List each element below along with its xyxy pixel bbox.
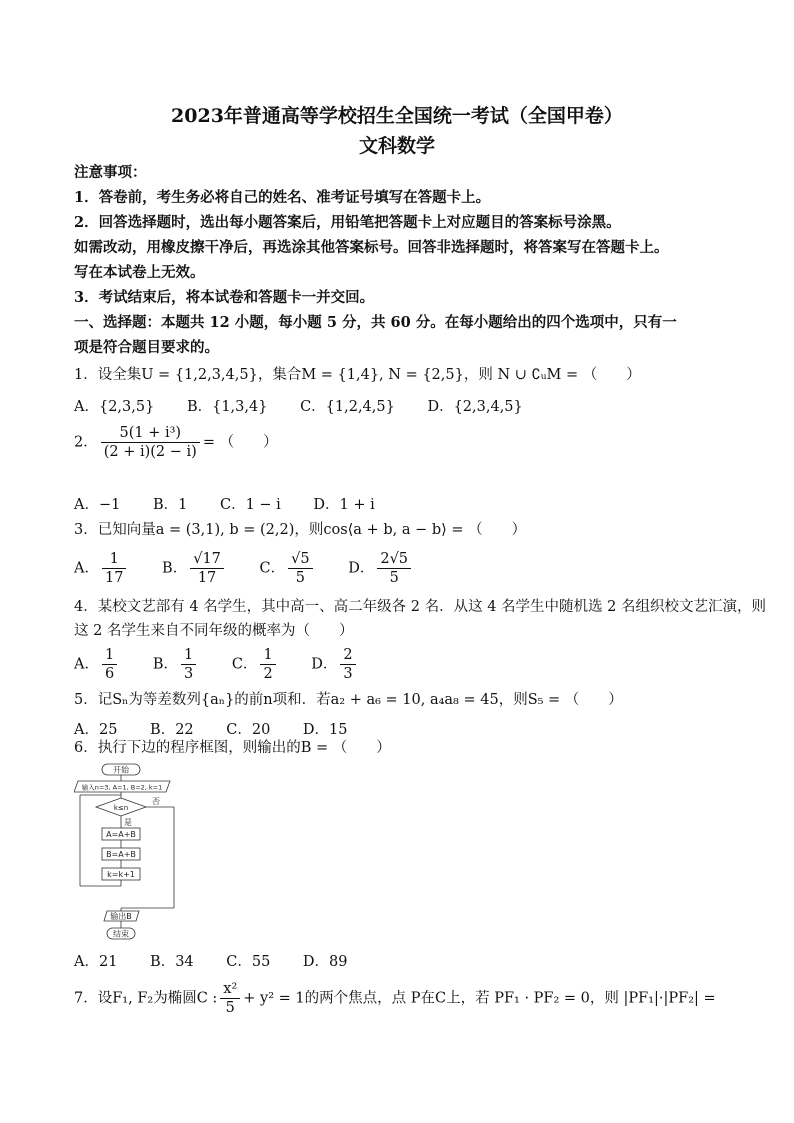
option-a: A．25	[74, 722, 118, 738]
option-denominator: 17	[104, 570, 124, 586]
q1-options	[74, 395, 551, 416]
flow-no-label: 否	[152, 797, 160, 806]
q6-stem: 6．执行下边的程序框图，则输出的B = （ ）	[74, 740, 391, 756]
flow-yes-label: 是	[124, 818, 132, 827]
option-label: B．	[152, 656, 178, 673]
option-fraction	[288, 550, 312, 587]
option-fraction	[260, 646, 275, 683]
q7-denominator: 5	[225, 1000, 235, 1016]
q3-options	[74, 550, 442, 587]
flow-end-text: 结束	[113, 929, 129, 939]
option-c: C．55	[226, 954, 271, 970]
option-denominator: 3	[343, 666, 353, 682]
option-numerator: 2	[340, 646, 355, 665]
option-fraction	[102, 550, 126, 587]
option-numerator: 1	[102, 646, 117, 665]
q7-numerator: x²	[220, 980, 240, 999]
q2-suffix: = （ ）	[202, 434, 278, 451]
flow-decision-text: k≤n	[113, 804, 129, 812]
q4-stem-line2: 这 2 名学生来自不同年级的概率为（ ）	[74, 623, 354, 639]
option-label: B．	[162, 560, 188, 577]
section-heading: 一、选择题：本题共 12 小题，每小题 5 分，共 60 分。在每小题给出的四个选项中，只有一	[74, 314, 677, 331]
option-label: A．	[74, 560, 99, 577]
option-a: A．−1	[74, 497, 121, 513]
option-fraction	[340, 646, 355, 683]
note-item: 2．回答选择题时，选出每小题答案后，用铅笔把答题卡上对应题目的答案标号涂黑。	[74, 214, 621, 231]
q2-denominator: (2 + i)(2 − i)	[103, 444, 197, 460]
exam-subject: 文科数学	[358, 135, 435, 157]
flow-step2-text: B=A+B	[106, 850, 136, 859]
option-denominator: 17	[197, 570, 217, 586]
option-b: B．{1,3,4}	[186, 399, 268, 415]
flow-start-text: 开始	[113, 765, 129, 775]
option-a: A．{2,3,5}	[74, 399, 155, 415]
option-a	[74, 646, 120, 683]
q2-stem	[74, 424, 278, 461]
option-label: A．	[74, 656, 99, 673]
option-fraction	[377, 550, 411, 587]
option-c	[232, 646, 279, 683]
q1-stem: 1．设全集U = {1,2,3,4,5}，集合M = {1,4}, N = {2,5}，则 N ∪ ∁ᵤM = （ ）	[74, 367, 641, 383]
option-c	[260, 550, 316, 587]
option-denominator: 2	[263, 666, 273, 682]
option-c: C．20	[226, 722, 271, 738]
option-numerator: 2√5	[377, 550, 411, 569]
option-b	[153, 646, 199, 683]
option-a	[74, 550, 129, 587]
option-label: D．	[348, 560, 375, 577]
q2-numerator: 5(1 + i³)	[101, 424, 200, 443]
note-item: 写在本试卷上无效。	[74, 264, 205, 281]
option-d	[348, 550, 414, 587]
option-label: D．	[311, 656, 338, 673]
section-heading-cont: 项是符合题目要求的。	[74, 339, 219, 356]
q7-suffix: + y² = 1的两个焦点，点 P在C上，若 PF₁ · PF₂ = 0，则 |PF₁|·|PF₂| =	[243, 990, 716, 1007]
q2-options	[74, 493, 403, 514]
q4-options	[74, 646, 387, 683]
option-denominator: 3	[183, 666, 194, 682]
note-item: 1．答卷前，考生务必将自己的姓名、准考证号填写在答题卡上。	[74, 189, 491, 206]
option-fraction	[190, 550, 224, 587]
q3-stem: 3．已知向量a = (3,1), b = (2,2)，则cos⟨a + b, a − b⟩ = （ ）	[74, 522, 527, 538]
exam-title: 2023年普通高等学校招生全国统一考试（全国甲卷）	[171, 105, 623, 127]
option-c: C．{1,2,4,5}	[300, 399, 395, 415]
option-denominator: 5	[389, 570, 399, 586]
option-b: B．34	[150, 954, 194, 970]
option-d: D．15	[302, 722, 348, 738]
option-fraction	[102, 646, 117, 683]
option-numerator: √5	[288, 550, 312, 569]
option-label: C．	[259, 560, 286, 577]
option-denominator: 5	[295, 570, 305, 586]
option-c: C．1 − i	[219, 497, 281, 513]
q7-prefix: 7．设F₁, F₂为椭圆C :	[74, 990, 218, 1007]
q7-stem	[74, 980, 716, 1017]
option-d: D．{2,3,4,5}	[427, 399, 523, 415]
q2-fraction	[101, 424, 200, 461]
option-b: B．22	[150, 722, 194, 738]
option-numerator: √17	[190, 550, 224, 569]
flow-input-text: 输入n=3, A=1, B=2, k=1	[81, 783, 163, 792]
option-d: D．1 + i	[313, 497, 375, 513]
flow-step1-text: A=A+B	[106, 830, 136, 839]
flowchart	[74, 762, 184, 942]
option-denominator: 6	[104, 666, 115, 682]
option-a: A．21	[74, 954, 118, 970]
q4-stem-line1: 4．某校文艺部有 4 名学生，其中高一、高二年级各 2 名．从这 4 名学生中随机选 2 名组织校文艺汇演，则	[74, 599, 766, 615]
notes-heading: 注意事项：	[74, 164, 147, 181]
option-numerator: 1	[102, 550, 126, 569]
q5-options	[74, 718, 376, 739]
note-item: 3．考试结束后，将本试卷和答题卡一并交回。	[74, 289, 375, 306]
option-d: D．89	[302, 954, 348, 970]
flow-step3-text: k=k+1	[107, 870, 135, 879]
option-b: B．1	[152, 497, 188, 513]
q7-fraction	[220, 980, 240, 1017]
q5-stem: 5．记Sₙ为等差数列{aₙ}的前n项和．若a₂ + a₆ = 10, a₄a₈ = 45，则S₅ = （ ）	[74, 692, 623, 708]
note-item: 如需改动，用橡皮擦干净后，再选涂其他答案标号。回答非选择题时，将答案写在答题卡上。	[74, 239, 669, 256]
option-b	[162, 550, 227, 587]
option-fraction	[181, 646, 196, 683]
flow-output-text: 输出B	[110, 912, 132, 921]
q2-prefix: 2．	[74, 434, 98, 451]
option-numerator: 1	[260, 646, 275, 665]
q6-options	[74, 950, 376, 971]
option-numerator: 1	[181, 646, 196, 665]
option-label: C．	[231, 656, 258, 673]
option-d	[311, 646, 358, 683]
